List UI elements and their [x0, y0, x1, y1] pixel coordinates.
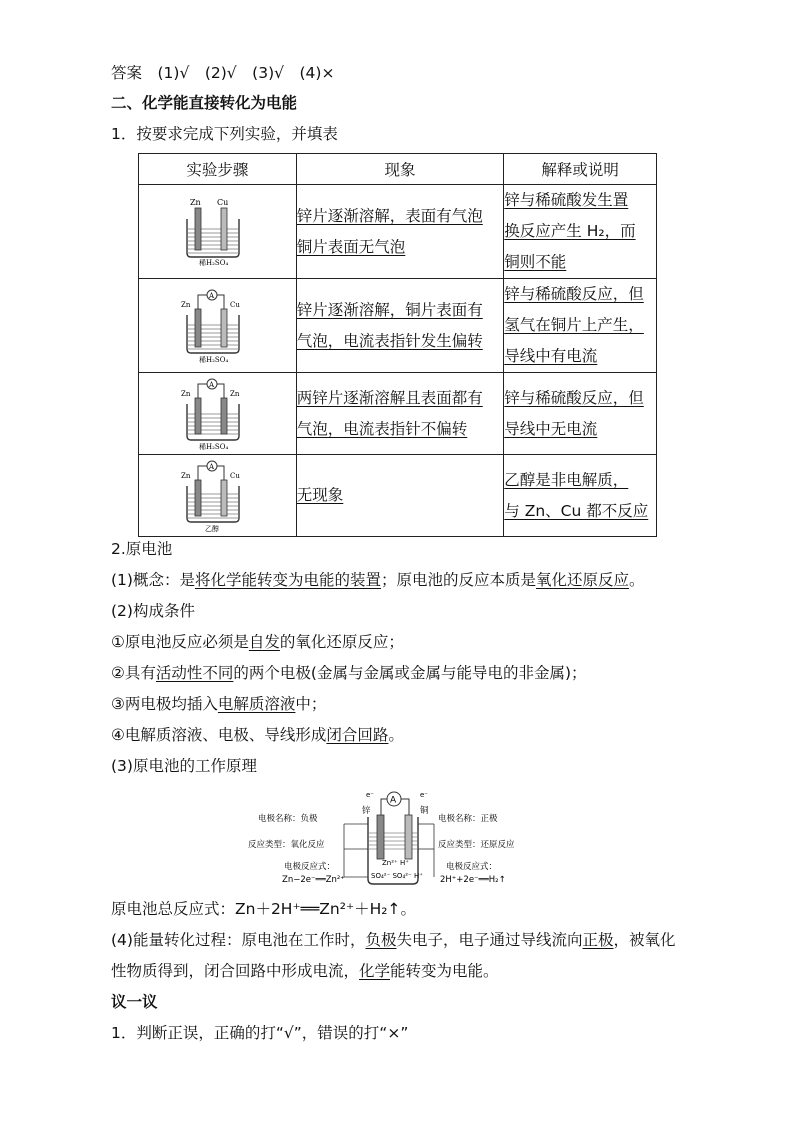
explanation-text: 锌与稀硫酸发生置	[504, 191, 629, 209]
condition-text: ③两电极均插入	[111, 695, 218, 713]
phenomenon-cell	[296, 455, 504, 537]
section-title: 二、化学能直接转化为电能	[111, 94, 298, 112]
task-1-heading: 1．按要求完成下列实验，并填表	[111, 125, 338, 143]
beaker-diagram-zn-zn-meter	[177, 376, 257, 452]
concept-text: ；原电池的反应本质是	[380, 571, 536, 589]
beaker-diagram-ethanol	[177, 458, 257, 534]
explanation-cell	[504, 185, 657, 279]
diagram-cell	[139, 455, 297, 537]
diagram-cell	[139, 373, 297, 455]
condition-answer: 电解质溶液	[217, 695, 296, 713]
energy-answer: 正极	[582, 931, 614, 949]
phenomenon-text: 无现象	[296, 486, 344, 504]
judge-instruction: 1．判断正误，正确的打“√”，错误的打“×”	[111, 1024, 409, 1042]
explanation-text: 铜则不能	[504, 253, 567, 271]
right-equation: 2H⁺+2e⁻══H₂↑	[440, 875, 506, 885]
electrode-label-left: Zn	[181, 300, 191, 309]
phenomenon-cell	[296, 279, 504, 373]
discuss-title: 议一议	[111, 993, 158, 1011]
total-reaction: 原电池总反应式：Zn＋2H⁺══Zn²⁺＋H₂↑。	[111, 900, 416, 918]
anion-labels: SO₄²⁻ SO₄²⁻ H⁺	[371, 872, 423, 880]
explanation-cell	[504, 373, 657, 455]
explanation-text: 氢气在铜片上产生，	[504, 316, 644, 334]
electrode-label-left: Zn	[181, 389, 191, 398]
answer-line: 答案 (1)√ (2)√ (3)√ (4)×	[111, 64, 335, 82]
explanation-cell	[504, 455, 657, 537]
condition-3	[111, 693, 326, 715]
phenomenon-text: 锌片逐渐溶解，表面有气泡	[296, 206, 483, 225]
energy-line-1	[111, 929, 676, 951]
energy-text: (4)能量转化过程：原电池在工作时，	[111, 931, 366, 949]
condition-text: ①原电池反应必须是	[111, 633, 249, 651]
electron-label: e⁻	[420, 791, 429, 799]
explanation-text: 与 Zn、Cu 都不反应	[504, 501, 649, 520]
phenomenon-cell	[296, 185, 504, 279]
zinc-label: 锌	[362, 806, 371, 816]
explanation-text: 锌与稀硫酸反应，但	[504, 285, 644, 303]
condition-answer: 自发	[248, 633, 280, 651]
experiment-table	[138, 153, 657, 537]
header-explanation: 解释或说明	[504, 154, 657, 185]
right-electrode-name: 电极名称：正极	[438, 814, 498, 824]
solution-label: 稀H₂SO₄	[199, 442, 229, 451]
table-row	[139, 279, 657, 373]
beaker-diagram-zn-cu	[177, 197, 257, 267]
table-row	[139, 373, 657, 455]
condition-text: ②具有	[111, 664, 156, 682]
phenomenon-text: 气泡，电流表指针不偏转	[296, 419, 468, 438]
condition-text: 的氧化还原反应；	[279, 633, 404, 651]
phenomenon-cell	[296, 373, 504, 455]
concept-line	[111, 569, 645, 591]
condition-text: ④电解质溶液、电极、导线形成	[111, 726, 327, 744]
energy-text: 能转变为电能。	[390, 962, 499, 980]
electrode-label-left: Zn	[190, 197, 202, 207]
condition-text: 的两个电极(金属与金属或金属与能导电的非金属)；	[233, 664, 587, 682]
condition-2	[111, 662, 587, 684]
copper-label: 铜	[420, 806, 429, 816]
conditions-title: (2)构成条件	[111, 602, 195, 620]
phenomenon-text: 两锌片逐渐溶解且表面都有	[296, 388, 483, 407]
principle-title: (3)原电池的工作原理	[111, 757, 257, 775]
solution-label: 稀H₂SO₄	[199, 258, 229, 267]
condition-text: 中；	[295, 695, 327, 713]
solution-label: 稀H₂SO₄	[199, 355, 229, 364]
explanation-text: 锌与稀硫酸反应，但	[504, 388, 644, 407]
phenomenon-text: 铜片表面无气泡	[296, 237, 406, 256]
galvanic-cell-principle-diagram	[248, 787, 548, 891]
condition-1	[111, 631, 404, 653]
electrode-label-right: Cu	[230, 471, 241, 480]
ammeter-label: A	[209, 380, 215, 389]
energy-text: 性物质得到，闭合回路中形成电流，	[111, 962, 360, 980]
left-equation-label: 电极反应式：	[284, 862, 336, 872]
diagram-cell	[139, 279, 297, 373]
condition-answer: 闭合回路	[326, 726, 389, 744]
diagram-cell	[139, 185, 297, 279]
concept-text: 。	[629, 571, 645, 589]
condition-text: 。	[388, 726, 404, 744]
concept-answer-1: 将化学能转变为电能的装置	[194, 571, 381, 589]
condition-4	[111, 724, 404, 746]
explanation-text: 导线中无电流	[504, 419, 598, 438]
table-row	[139, 455, 657, 537]
electrode-label-left: Zn	[181, 471, 191, 480]
energy-answer: 负极	[365, 931, 397, 949]
concept-answer-2: 氧化还原反应	[536, 571, 630, 589]
energy-text: ，被氧化	[613, 931, 676, 949]
energy-line-2	[111, 960, 499, 982]
electrode-label-right: Cu	[230, 300, 241, 309]
phenomenon-text: 锌片逐渐溶解，铜片表面有	[296, 300, 483, 319]
energy-text: 失电子，电子通过导线流向	[396, 931, 583, 949]
explanation-text: 乙醇是非电解质，	[504, 470, 629, 489]
concept-text: (1)概念：是	[111, 571, 195, 589]
ammeter-label: A	[209, 462, 215, 471]
explanation-cell	[504, 279, 657, 373]
electron-label: e⁻	[366, 791, 375, 799]
left-reaction-type: 反应类型：氧化反应	[248, 840, 325, 850]
explanation-text: 导线中有电流	[504, 347, 598, 365]
beaker-diagram-zn-cu-meter	[177, 287, 257, 365]
header-steps: 实验步骤	[139, 154, 297, 185]
right-equation-label: 电极反应式：	[446, 862, 498, 872]
solution-label: 乙醇	[205, 524, 220, 533]
right-reaction-type: 反应类型：还原反应	[438, 840, 515, 850]
explanation-text: 换反应产生 H₂，而	[504, 222, 636, 240]
header-phenomenon: 现象	[296, 154, 504, 185]
energy-answer: 化学	[359, 962, 391, 980]
electrode-label-right: Zn	[230, 389, 240, 398]
cation-labels: Zn²⁺ H⁺	[382, 859, 409, 867]
galvanic-cell-title: 2.原电池	[111, 540, 173, 558]
phenomenon-text: 气泡，电流表指针发生偏转	[296, 331, 483, 350]
left-equation: Zn−2e⁻══Zn²⁺	[282, 875, 345, 885]
left-electrode-name: 电极名称：负极	[258, 814, 318, 824]
electrode-label-right: Cu	[217, 197, 229, 207]
ammeter-label: A	[390, 795, 397, 806]
table-row	[139, 185, 657, 279]
condition-answer: 活动性不同	[155, 664, 234, 682]
table-header-row	[139, 154, 657, 185]
ammeter-label: A	[209, 291, 215, 300]
